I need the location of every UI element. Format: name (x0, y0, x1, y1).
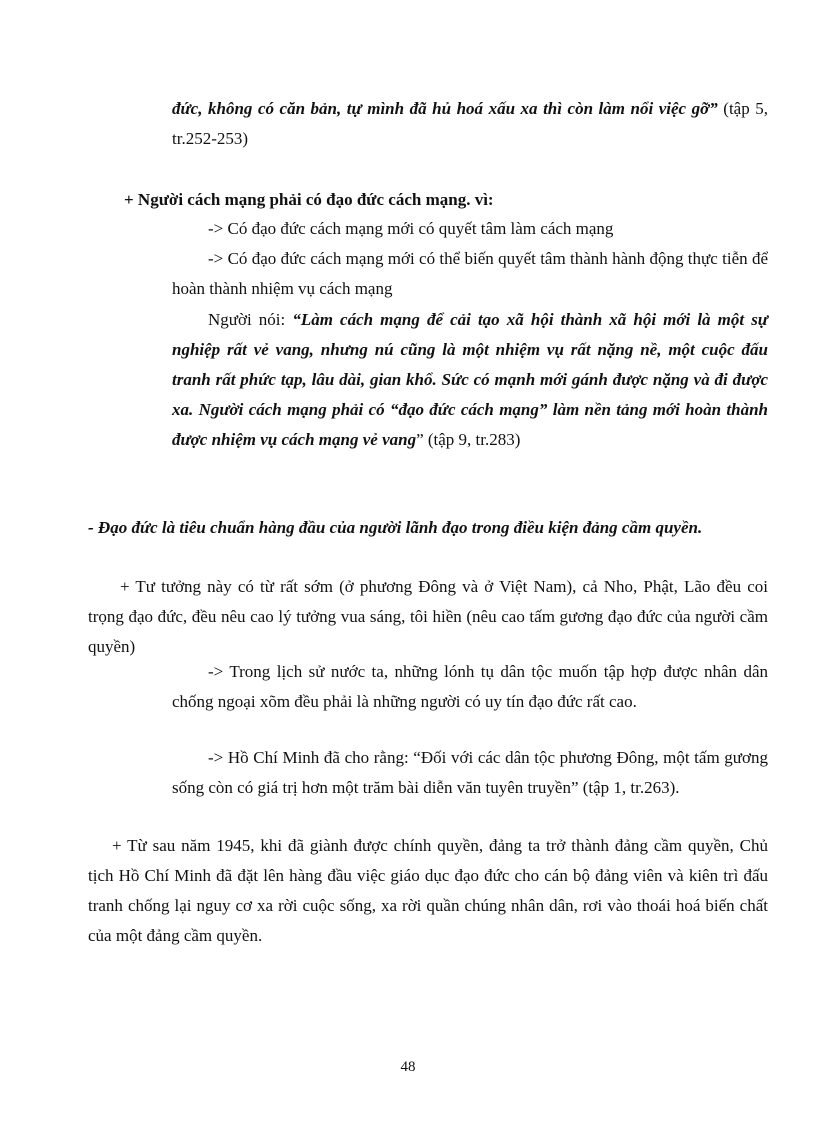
point-early-thought: + Tư tưởng này có từ rất sớm (ở phương Đông và ở Việt Nam), cả Nho, Phật, Lão đều coi trọng đạo đức, đều nêu cao lý tưởng vua sáng, tôi hiền (nêu cao tấm gương đạo đức của người cầm quyền) (88, 577, 768, 656)
subpoint-history: -> Trong lịch sử nước ta, những lónh tụ dân tộc muốn tập hợp được nhân dân chống ngoại xõm đều phải là những người có uy tín đạo đức rất cao. (172, 662, 768, 711)
quote-revolution-intro: Người nói: (208, 310, 293, 329)
quote-revolution-text: “Làm cách mạng để cải tạo xã hội thành xã hội mới là một sự nghiệp rất vẻ vang, nhưng nú cũng là một nhiệm vụ rất nặng nề, một cuộc đấu tranh rất phức tạp, lâu dài, gian khổ. Sức có mạnh mới gánh được nặng và đi được xa. Người cách mạng phải có “đạo đức cách mạng” làm nền tảng mới hoàn thành được nhiệm vụ cách mạng vẻ vang (172, 310, 768, 449)
quote-revolution-citation: ” (tập 9, tr.283) (416, 430, 521, 449)
section-heading-leadership: - Đạo đức là tiêu chuẩn hàng đầu của người lãnh đạo trong điều kiện đảng cầm quyền. (88, 518, 703, 537)
quote-continuation-citation: (tập 5, tr.252-253) (172, 99, 768, 148)
quote-continuation (172, 94, 768, 154)
point-revolutionary-ethics: + Người cách mạng phải có đạo đức cách mạng. vì: (124, 190, 494, 209)
reason-action: -> Có đạo đức cách mạng mới có thể biến quyết tâm thành hành động thực tiễn để hoàn thành nhiệm vụ cách mạng (172, 249, 768, 298)
quote-revolution (172, 305, 768, 455)
page-number: 48 (400, 1059, 416, 1075)
point-after-1945: + Từ sau năm 1945, khi đã giành được chính quyền, đảng ta trở thành đảng cầm quyền, Chủ tịch Hồ Chí Minh đã đặt lên hàng đầu việc giáo dục đạo đức cho cán bộ đảng viên và kiên trì đấu tranh chống lại nguy cơ xa rời cuộc sống, xa rời quần chúng nhân dân, rơi vào thoái hoá biến chất của một đảng cầm quyền. (88, 836, 768, 945)
subpoint-hcm-quote: -> Hồ Chí Minh đã cho rằng: “Đối với các dân tộc phương Đông, một tấm gương sống còn có giá trị hơn một trăm bài diễn văn tuyên truyền” (tập 1, tr.263). (172, 748, 768, 797)
quote-continuation-text: đức, không có căn bản, tự mình đã hủ hoá xấu xa thì còn làm nổi việc gỡ” (172, 99, 718, 118)
reason-determination: -> Có đạo đức cách mạng mới có quyết tâm làm cách mạng (208, 219, 614, 238)
